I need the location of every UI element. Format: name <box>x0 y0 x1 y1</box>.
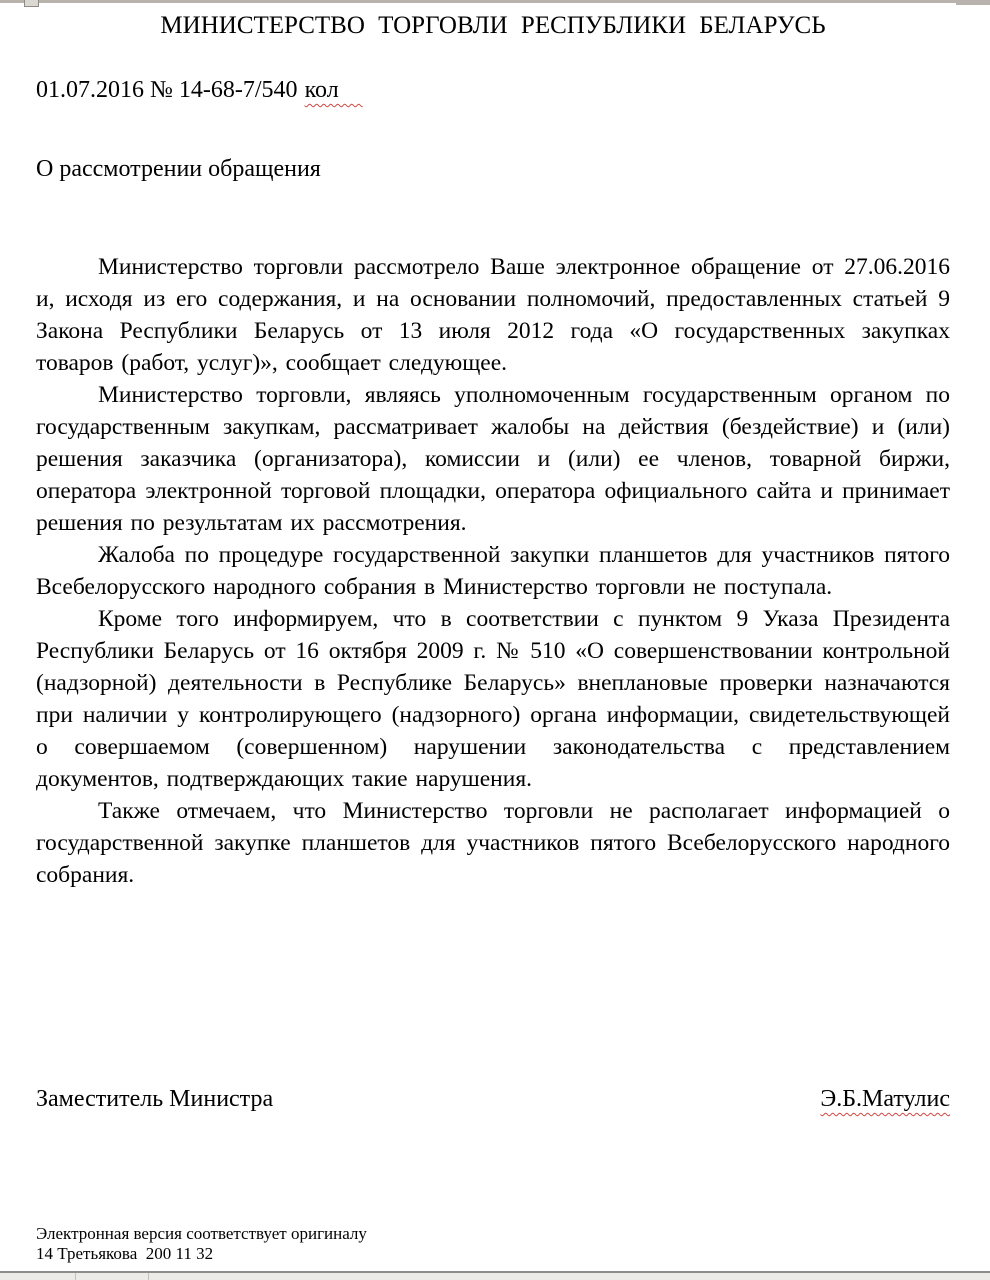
window-top-edge-right <box>956 0 990 5</box>
scrollbar-divider-2 <box>148 1273 149 1280</box>
paragraph-4: Кроме того информируем, что в соответствии с пунктом 9 Указа Президента Республики Беларусь от 16 октября 2009 г. № 510 «О совершенствовании контрольной (надзорной) деятельности в Республике Беларусь» внеплановые проверки назначаются при наличии у контролирующего (надзорного) органа информации, свидетельствующей о совершаемом (совершенном) нарушении законодательства с представлением документов, подтверждающих такие нарушения. <box>36 606 950 792</box>
paragraph-2: Министерство торговли, являясь уполномоченным государственным органом по государственным закупкам, рассматривает жалобы на действия (бездействие) и (или) решения заказчика (организатора), комиссии и (или) ее членов, товарной биржи, оператора электронной торговой площадки, оператора официального сайта и принимает решения по результатам их рассмотрения. <box>36 382 950 536</box>
letter-page <box>36 0 950 1280</box>
ministry-header-title: МИНИСТЕРСТВО ТОРГОВЛИ РЕСПУБЛИКИ БЕЛАРУСЬ <box>160 12 826 39</box>
subject-line: О рассмотрении обращения <box>36 156 321 182</box>
paragraph-3: Жалоба по процедуре государственной закупки планшетов для участников пятого Всебелорусского народного собрания в Министерство торговли не поступала. <box>36 542 950 600</box>
reference-number: 01.07.2016 № 14-68-7/540 <box>36 77 298 103</box>
scrollbar-divider-1 <box>75 1273 76 1280</box>
signature-position: Заместитель Министра <box>36 1086 274 1112</box>
footer-note <box>36 1224 367 1264</box>
paragraph-1: Министерство торговли рассмотрело Ваше электронное обращение от 27.06.2016 и, исходя из его содержания, и на основании полномочий, предоставленных статьей 9 Закона Республики Беларусь от 13 июля 2012 года «О государственных закупках товаров (работ, услуг)», сообщает следующее. <box>36 254 950 376</box>
reference-line <box>36 77 363 104</box>
signature-row <box>36 1086 950 1113</box>
paragraph-5: Также отмечаем, что Министерство торговли не располагает информацией о государственной закупке планшетов для участников пятого Всебелорусского народного собрания. <box>36 798 950 888</box>
signature-name: Э.Б.Матулис <box>820 1086 950 1112</box>
footer-line-electronic-version: Электронная версия соответствует оригиналу <box>36 1224 367 1243</box>
horizontal-scrollbar[interactable] <box>0 1271 990 1280</box>
letter-body <box>36 251 950 891</box>
reference-suffix-misspelled: кол <box>304 77 363 103</box>
footer-line-contact: 14 Третьякова 200 11 32 <box>36 1244 214 1263</box>
